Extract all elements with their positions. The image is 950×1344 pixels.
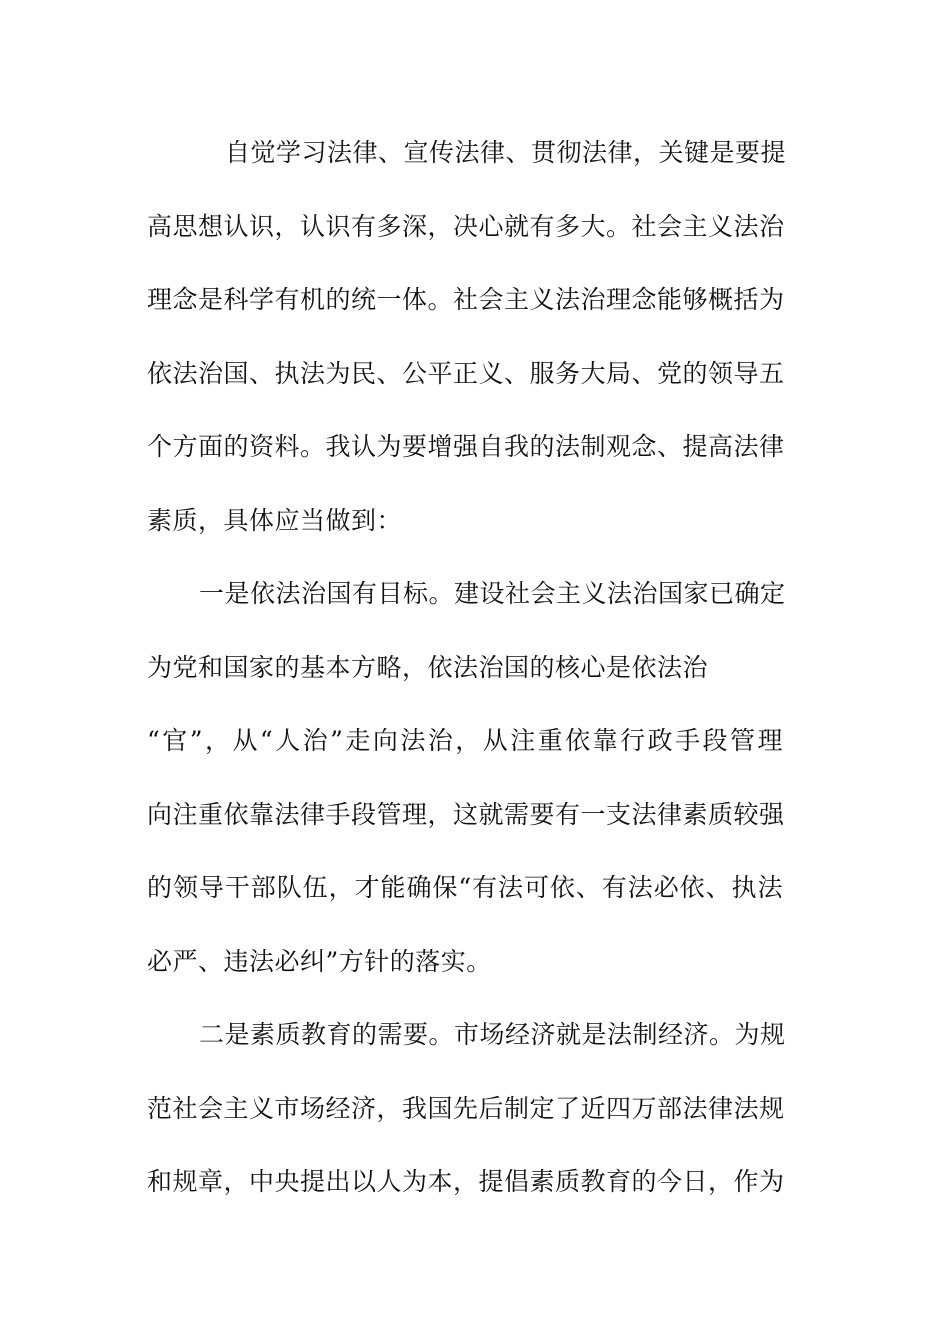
document-body [147,127,787,1230]
paragraph-3-line-1: 二是素质教育的需要。市场经济就是法制经济。为规 [199,1020,786,1049]
paragraph-1-line-6: 素质，具体应当做到： [147,505,403,535]
paragraph-2-line-4: 向注重依靠法律手段管理，这就需要有一支法律素质较强 [147,799,785,829]
paragraph-2-line-1: 一是依法治国有目标。建设社会主义法治国家已确定 [199,579,786,608]
paragraph-1-line-2: 高思想认识，认识有多深，决心就有多大。社会主义法治 [147,211,785,241]
paragraph-1-line-3: 理念是科学有机的统一体。社会主义法治理念能够概括为 [147,285,785,314]
paragraph-2-line-2: 为党和国家的基本方略，依法治国的核心是依法治 [147,652,709,682]
paragraph-3-line-2: 范社会主义市场经济，我国先后制定了近四万部法律法规 [147,1093,785,1123]
paragraph-1-line-4: 依法治国、执法为民、公平正义、服务大局、党的领导五 [147,358,785,388]
paragraph-2-line-5: 的领导干部队伍，才能确保“有法可依、有法必依、执法 [147,873,783,902]
paragraph-2-line-6: 必严、违法必纠”方针的落实。 [147,946,492,976]
paragraph-2-line-3: “官”，从“人治”走向法治，从注重依靠行政手段管理 [147,726,783,755]
paragraph-1-line-1: 自觉学习法律、宣传法律、贯彻法律，关键是要提 [225,138,787,167]
paragraph-3-line-3: 和规章，中央提出以人为本，提倡素质教育的今日，作为 [147,1167,785,1196]
paragraph-1-line-5: 个方面的资料。我认为要增强自我的法制观念、提高法律 [147,432,785,461]
